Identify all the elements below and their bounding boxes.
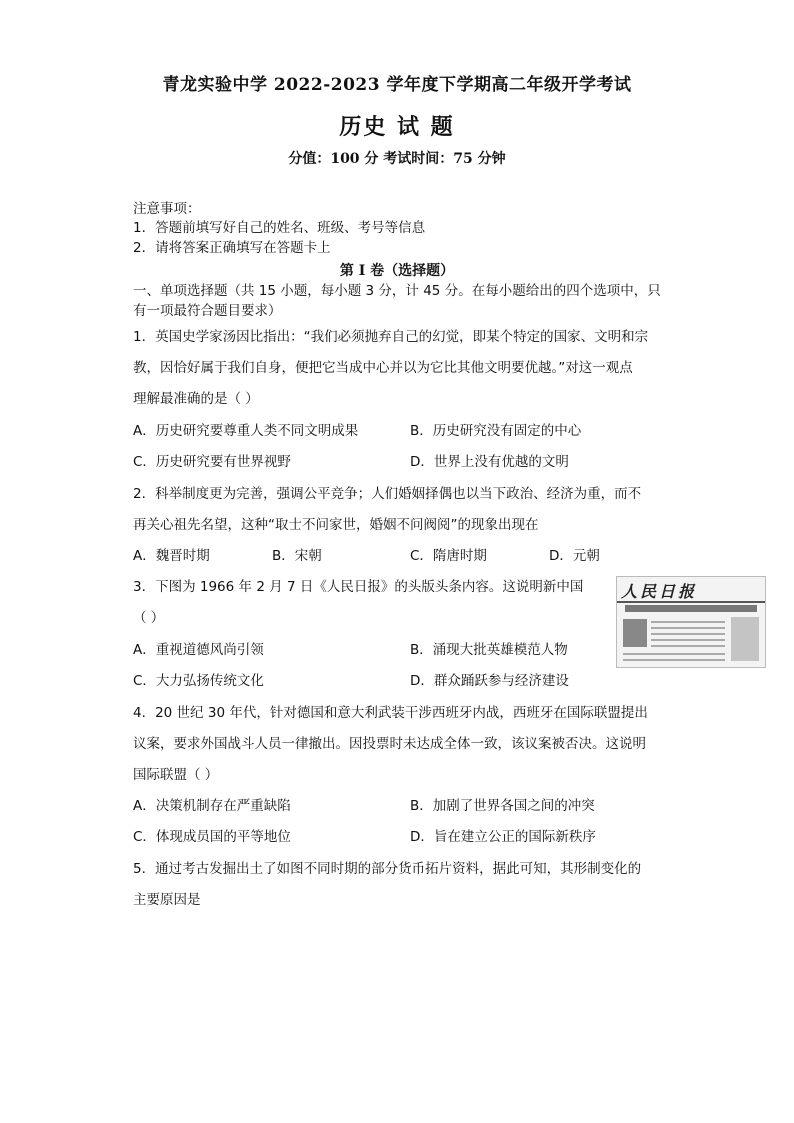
option-b: B．加剧了世界各国之间的冲突 [410, 798, 595, 814]
newspaper-text-line [623, 659, 725, 661]
question-text: （ ） [133, 610, 165, 626]
option-d: D．元朝 [549, 548, 600, 564]
question-text: 1．英国史学家汤因比指出：“我们必须抛弃自己的幻觉，即某个特定的国家、文明和宗 [133, 329, 649, 345]
option-d: D．世界上没有优越的文明 [410, 454, 569, 470]
newspaper-rule [617, 601, 765, 603]
note-item: 2．请将答案正确填写在答题卡上 [133, 240, 331, 256]
note-item: 1．答题前填写好自己的姓名、班级、考号等信息 [133, 220, 426, 236]
section-title: 第 I 卷（选择题） [339, 263, 455, 279]
newspaper-text-line [651, 621, 725, 623]
question-text: 理解最准确的是（ ） [133, 391, 259, 407]
question-text: 议案，要求外国战斗人员一律撤出。因投票时未达成全体一致，该议案被否决。这说明 [133, 736, 646, 752]
question-text: 3．下图为 1966 年 2 月 7 日《人民日报》的头版头条内容。这说明新中国 [133, 579, 584, 595]
newspaper-text-line [651, 645, 725, 647]
subject-title: 历史 试 题 [339, 114, 455, 140]
question-text: 2．科举制度更为完善，强调公平竞争；人们婚姻择偶也以当下政治、经济为重，而不 [133, 486, 642, 502]
newspaper-headline-block [625, 605, 757, 612]
question-text: 国际联盟（ ） [133, 767, 219, 783]
option-a: A．决策机制存在严重缺陷 [133, 798, 291, 814]
option-a: A．历史研究要尊重人类不同文明成果 [133, 423, 359, 439]
newspaper-text-line [731, 617, 759, 661]
newspaper-masthead: 人民日报 [621, 582, 698, 601]
exam-title: 青龙实验中学 2022-2023 学年度下学期高二年级开学考试 [162, 75, 632, 95]
section-instructions: 有一项最符合题目要求） [133, 303, 282, 319]
section-instructions: 一、单项选择题（共 15 小题，每小题 3 分，计 45 分。在每小题给出的四个选项中，只 [133, 283, 661, 299]
option-a: A．魏晋时期 [133, 548, 210, 564]
newspaper-text-line [651, 627, 725, 629]
option-b: B．宋朝 [272, 548, 322, 564]
option-b: B．历史研究没有固定的中心 [410, 423, 582, 439]
question-text: 主要原因是 [133, 892, 201, 908]
question-text: 5．通过考古发掘出土了如图不同时期的部分货币拓片资料，据此可知，其形制变化的 [133, 861, 642, 877]
option-a: A．重视道德风尚引领 [133, 642, 264, 658]
newspaper-text-line [651, 633, 725, 635]
option-b: B．涌现大批英雄模范人物 [410, 642, 568, 658]
score-time: 分值：100 分 考试时间：75 分钟 [288, 151, 506, 167]
notes-heading: 注意事项： [133, 201, 201, 217]
option-d: D．群众踊跃参与经济建设 [410, 673, 569, 689]
option-c: C．隋唐时期 [410, 548, 487, 564]
newspaper-photo [623, 619, 647, 647]
newspaper-text-line [623, 653, 725, 655]
newspaper-figure [616, 576, 766, 668]
question-text: 教，因恰好属于我们自身，便把它当成中心并以为它比其他文明要优越。”对这一观点 [133, 360, 633, 376]
question-text: 再关心祖先名望，这种“取士不问家世，婚姻不问阀阅”的现象出现在 [133, 517, 539, 533]
option-c: C．历史研究要有世界视野 [133, 454, 291, 470]
newspaper-text-line [651, 639, 725, 641]
option-c: C．体现成员国的平等地位 [133, 829, 291, 845]
question-text: 4．20 世纪 30 年代，针对德国和意大利武装干涉西班牙内战，西班牙在国际联盟提出 [133, 705, 648, 721]
option-d: D．旨在建立公正的国际新秩序 [410, 829, 596, 845]
option-c: C．大力弘扬传统文化 [133, 673, 264, 689]
